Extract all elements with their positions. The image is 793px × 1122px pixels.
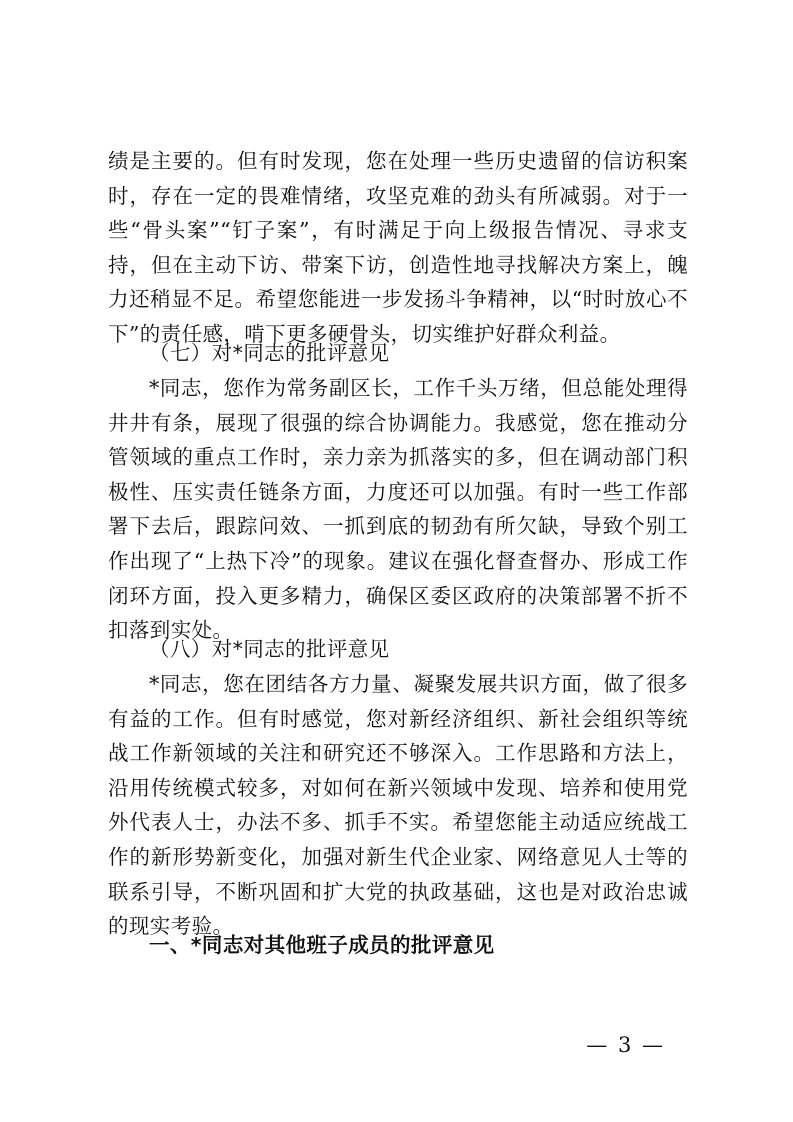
page-number: — 3 — <box>586 1033 665 1057</box>
body-paragraph-eight: *同志，您在团结各方力量、凝聚发展共识方面，做了很多有益的工作。但有时感觉，您对新经济组织、新社会组织等统战工作新领域的关注和研究还不够深入。工作思路和方法上，沿用传统模式较多，对如何在新兴领域中发现、培养和使用党外代表人士，办法不多、抓手不实。希望您能主动适应统战工作的新形势新变化，加强对新生代企业家、网络意见人士等的联系引导，不断巩固和扩大党的执政基础，这也是对政治忠诚的现实考验。 <box>108 672 688 939</box>
body-paragraph-seven: *同志，您作为常务副区长，工作千头万绪，但总能处理得井井有条，展现了很强的综合协调能力。我感觉，您在推动分管领域的重点工作时，亲力亲为抓落实的多，但在调动部门积极性、压实责任链条方面，力度还可以加强。有时一些工作部署下去后，跟踪问效、一抓到底的韧劲有所欠缺，导致个别工作出现了“上热下冷”的现象。建议在强化督查督办、形成工作闭环方面，投入更多精力，确保区委区政府的决策部署不折不扣落到实处。 <box>108 376 688 643</box>
section-heading-one: 一、*同志对其他班子成员的批评意见 <box>149 933 495 957</box>
subheading-seven: （七）对*同志的批评意见 <box>149 341 390 365</box>
subheading-eight: （八）对*同志的批评意见 <box>149 637 390 661</box>
body-paragraph-continuation: 绩是主要的。但有时发现，您在处理一些历史遗留的信访积案时，存在一定的畏难情绪，攻坚克难的劲头有所减弱。对于一些“骨头案”“钉子案”，有时满足于向上级报告情况、寻求支持，但在主动下访、带案下访，创造性地寻找解决方案上，魄力还稍显不足。希望您能进一步发扬斗争精神，以“时时放心不下”的责任感，啃下更多硬骨头，切实维护好群众利益。 <box>108 149 688 346</box>
